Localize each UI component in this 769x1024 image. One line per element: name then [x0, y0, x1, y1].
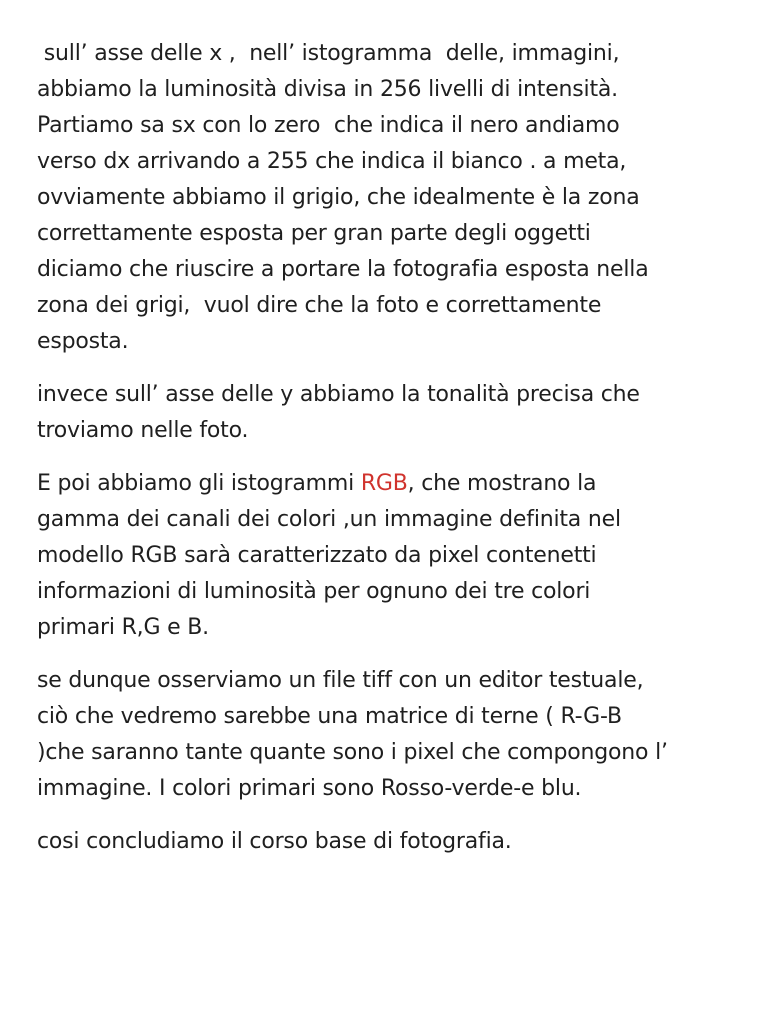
text-line: cosi concludiamo il corso base di fotografia. — [37, 829, 512, 854]
text-line: zona dei grigi, vuol dire che la foto e correttamente — [37, 293, 602, 318]
text-line: informazioni di luminosità per ognuno dei tre colori — [37, 579, 591, 604]
text-line: se dunque osserviamo un file tiff con un editor testuale, — [37, 668, 644, 693]
paragraph-rgb-histograms — [37, 466, 749, 646]
text-line-with-highlight — [37, 466, 749, 502]
text-line: modello RGB sarà caratterizzato da pixel contenetti — [37, 543, 597, 568]
text-line: ciò che vedremo sarebbe una matrice di terne ( R-G-B — [37, 704, 622, 729]
text-line: primari R,G e B. — [37, 615, 209, 640]
text-line: sull’ asse delle x , nell’ istogramma delle, immagini, — [37, 41, 620, 66]
paragraph-conclusion — [37, 824, 749, 860]
text-line: )che saranno tante quante sono i pixel che compongono l’ — [37, 740, 668, 765]
text-segment: E poi abbiamo gli istogrammi — [37, 471, 361, 496]
text-line: abbiamo la luminosità divisa in 256 livelli di intensità. — [37, 77, 618, 102]
text-line: correttamente esposta per gran parte degli oggetti — [37, 221, 591, 246]
text-line: invece sull’ asse delle y abbiamo la tonalità precisa che — [37, 382, 640, 407]
text-line: Partiamo sa sx con lo zero che indica il nero andiamo — [37, 113, 620, 138]
text-line: ovviamente abbiamo il grigio, che idealmente è la zona — [37, 185, 640, 210]
text-line: immagine. I colori primari sono Rosso-verde-e blu. — [37, 776, 582, 801]
paragraph-histogram-x-axis — [37, 36, 749, 360]
text-line: gamma dei canali dei colori ,un immagine definita nel — [37, 507, 621, 532]
document-body — [37, 36, 749, 877]
paragraph-tiff-file — [37, 663, 749, 807]
text-segment: , che mostrano la — [407, 471, 597, 496]
rgb-highlight: RGB — [360, 471, 408, 496]
text-line: verso dx arrivando a 255 che indica il bianco . a meta, — [37, 149, 627, 174]
text-line: diciamo che riuscire a portare la fotografia esposta nella — [37, 257, 649, 282]
paragraph-histogram-y-axis — [37, 377, 749, 449]
text-line: troviamo nelle foto. — [37, 418, 249, 443]
text-line: esposta. — [37, 329, 129, 354]
